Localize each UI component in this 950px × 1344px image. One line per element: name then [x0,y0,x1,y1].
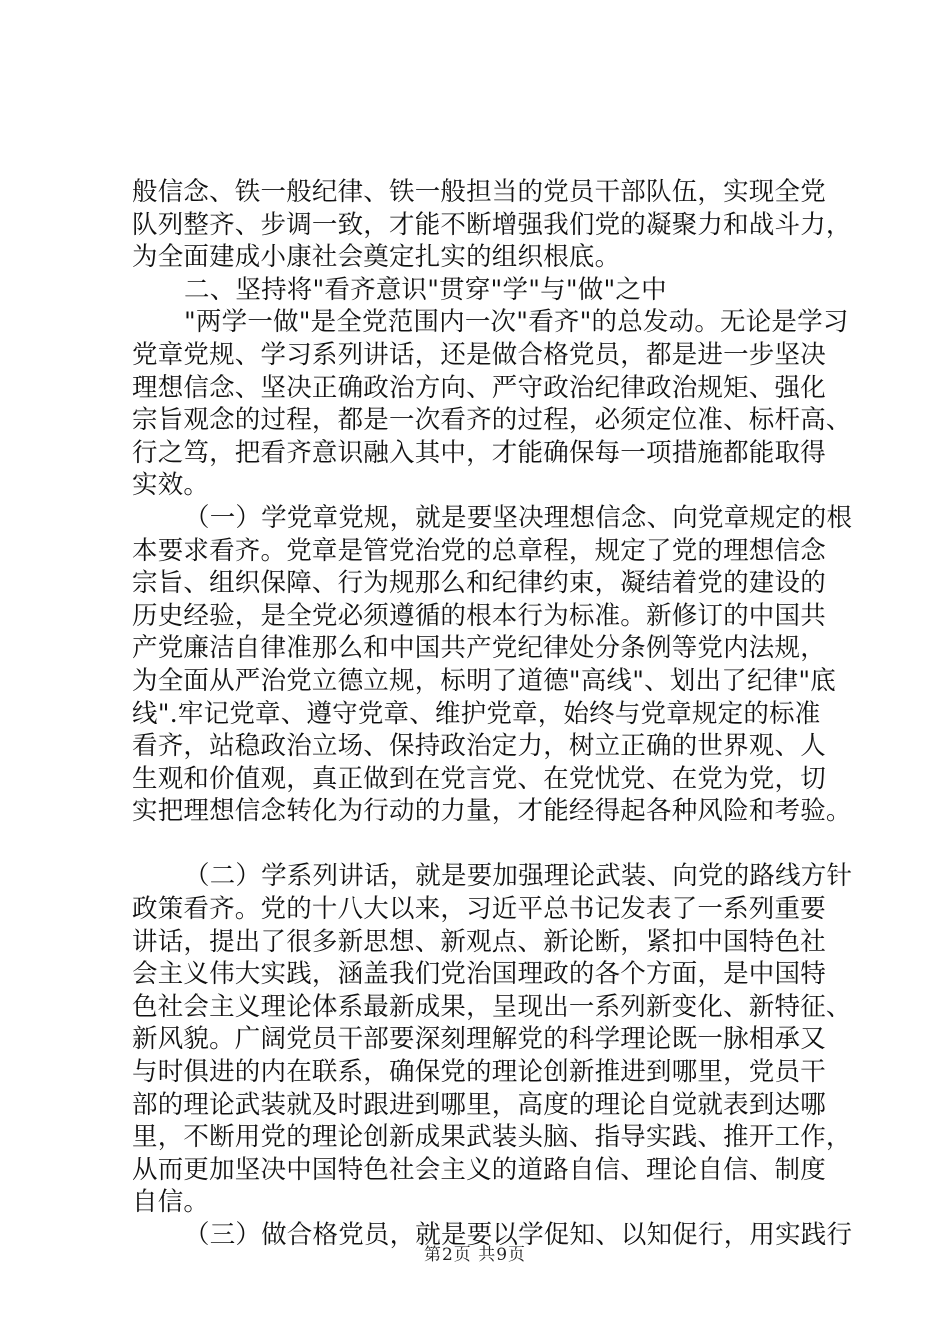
text-line: 产党廉洁自律准那么和中国共产党纪律处分条例等党内法规， [132,633,826,664]
text-line: 党章党规、学习系列讲话，还是做合格党员，都是进一步坚决 [132,339,826,370]
text-line: 里，不断用党的理论创新成果武装头脑、指导实践、推开工作， [132,1122,852,1153]
text-line: 理想信念、坚决正确政治方向、严守政治纪律政治规矩、强化 [132,372,826,403]
text-line: 会主义伟大实践，涵盖我们党治国理政的各个方面，是中国特 [132,959,826,990]
paragraph-gap [132,828,822,861]
text-line: 本要求看齐。党章是管党治党的总章程，规定了党的理想信念 [132,535,826,566]
section-heading: 二、坚持将"看齐意识"贯穿"学"与"做"之中 [184,274,667,305]
text-line: 线".牢记党章、遵守党章、维护党章，始终与党章规定的标准 [132,698,821,729]
subsection-heading: （一）学党章党规，就是要坚决理想信念、向党章规定的根 [184,502,853,533]
subsection-heading: （二）学系列讲话，就是要加强理论武装、向党的路线方针 [184,861,853,892]
document-body [132,176,853,1252]
text-line: 实效。 [132,470,210,501]
text-line: 与时俱进的内在联系，确保党的理论创新推进到哪里，党员干 [132,1057,826,1088]
text-line: 看齐，站稳政治立场、保持政治定力，树立正确的世界观、人 [132,731,826,762]
text-line: 行之笃，把看齐意识融入其中，才能确保每一项措施都能取得 [132,437,826,468]
page-number: 第2页 共9页 [423,1245,527,1265]
text-line: 为全面建成小康社会奠定扎实的组织根底。 [132,242,621,273]
text-line: 队列整齐、步调一致，才能不断增强我们党的凝聚力和战斗力， [132,209,852,240]
text-line: 部的理论武装就及时跟进到哪里，高度的理论自觉就表到达哪 [132,1089,826,1120]
text-line: 实把理想信念转化为行动的力量，才能经得起各种风险和考验。 [132,796,852,827]
subsection-heading: （三）做合格党员，就是要以学促知、以知促行，用实践行 [184,1220,853,1250]
text-line: 新风貌。广阔党员干部要深刻理解党的科学理论既一脉相承又 [132,1024,826,1055]
text-line: 宗旨、组织保障、行为规那么和纪律约束，凝结着党的建设的 [132,568,826,599]
text-line: 色社会主义理论体系最新成果，呈现出一系列新变化、新特征、 [132,991,852,1022]
text-line: 般信念、铁一般纪律、铁一般担当的党员干部队伍，实现全党 [132,177,826,207]
text-line: 讲话，提出了很多新思想、新观点、新论断，紧扣中国特色社 [132,926,826,957]
text-line: 为全面从严治党立德立规，标明了道德"高线"、划出了纪律"底 [132,665,836,696]
text-line: 从而更加坚决中国特色社会主义的道路自信、理论自信、制度 [132,1154,826,1185]
text-line: 历史经验，是全党必须遵循的根本行为标准。新修订的中国共 [132,600,826,631]
text-line: 自信。 [132,1187,210,1218]
text-line: 生观和价值观，真正做到在党言党、在党忧党、在党为党，切 [132,763,826,794]
text-line: 政策看齐。党的十八大以来，习近平总书记发表了一系列重要 [132,894,826,925]
text-line: "两学一做"是全党范围内一次"看齐"的总发动。无论是学习 [184,307,849,338]
text-line: 宗旨观念的过程，都是一次看齐的过程，必须定位准、标杆高、 [132,405,852,436]
